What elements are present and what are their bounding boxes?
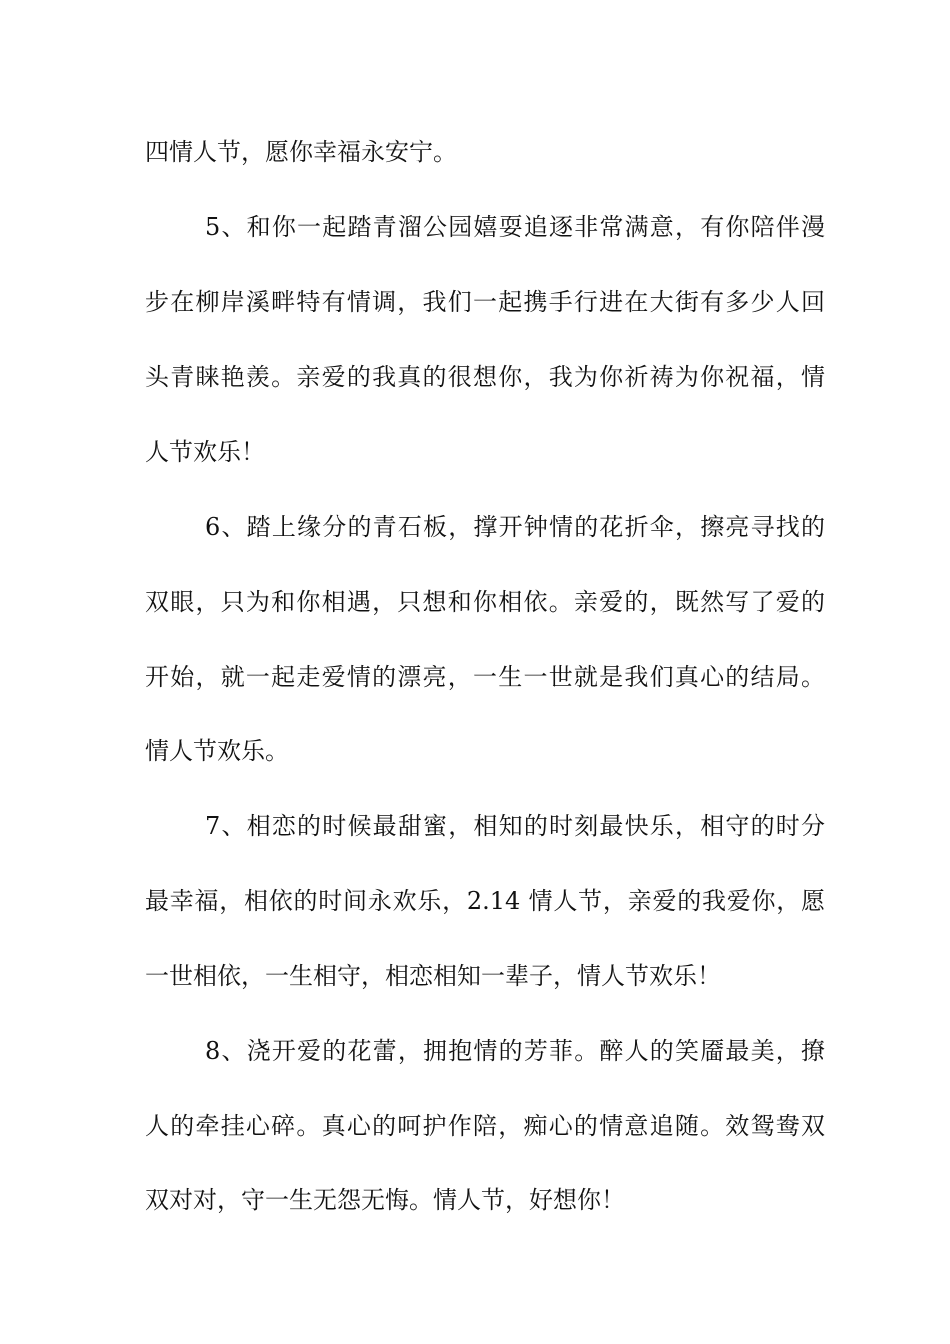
text-line: 开始，就一起走爱情的漂亮，一生一世就是我们真心的结局。: [145, 663, 825, 691]
text-line: 5、和你一起踏青溜公园嬉耍追逐非常满意，有你陪伴漫: [205, 213, 825, 241]
text-line: 人节欢乐！: [145, 438, 265, 466]
text-line: 双对对，守一生无怨无悔。情人节，好想你！: [145, 1186, 625, 1214]
text-line: 双眼，只为和你相遇，只想和你相依。亲爱的，既然写了爱的: [145, 588, 825, 616]
text-line: 最幸福，相依的时间永欢乐，2.14 情人节，亲爱的我爱你，愿: [145, 887, 825, 915]
text-line: 一世相依，一生相守，相恋相知一辈子，情人节欢乐！: [145, 962, 721, 990]
text-line: 步在柳岸溪畔特有情调，我们一起携手行进在大街有多少人回: [145, 288, 825, 316]
text-line: 7、相恋的时候最甜蜜，相知的时刻最快乐，相守的时分: [205, 812, 825, 840]
text-line: 头青睐艳羡。亲爱的我真的很想你，我为你祈祷为你祝福，情: [145, 363, 825, 391]
text-line: 8、浇开爱的花蕾，拥抱情的芳菲。醉人的笑靥最美，撩: [205, 1037, 825, 1065]
text-line: 情人节欢乐。: [145, 737, 289, 765]
text-line: 四情人节，愿你幸福永安宁。: [145, 138, 457, 166]
text-line: 6、踏上缘分的青石板，撑开钟情的花折伞，擦亮寻找的: [205, 513, 825, 541]
text-line: 人的牵挂心碎。真心的呵护作陪，痴心的情意追随。效鸳鸯双: [145, 1112, 825, 1140]
